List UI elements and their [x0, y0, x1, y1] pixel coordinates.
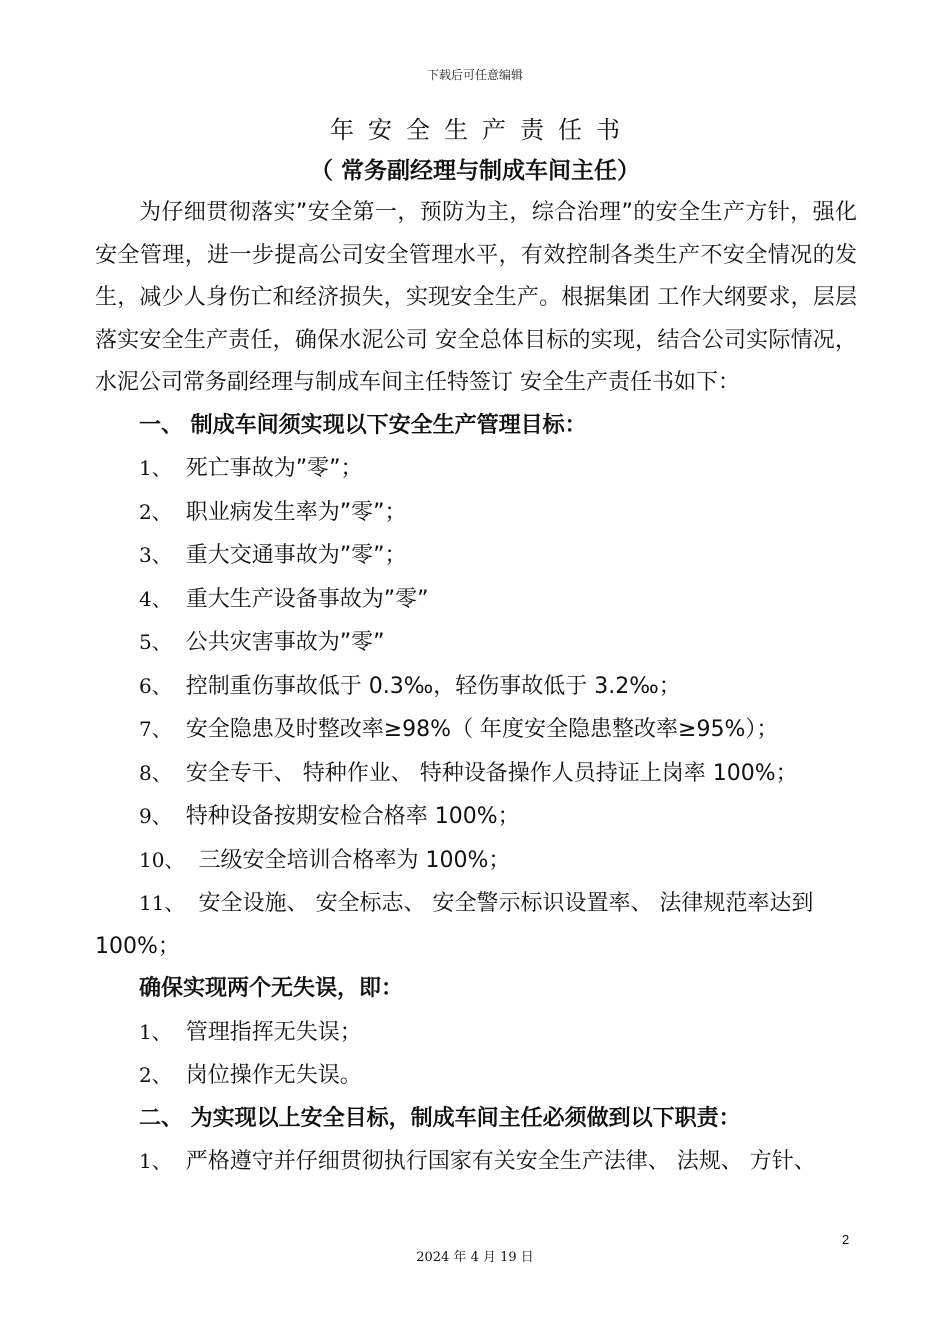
target-number: 7、	[139, 717, 172, 741]
section1-heading: 一、 制成车间须实现以下安全生产管理目标：	[139, 412, 587, 438]
target-number: 10、	[139, 847, 185, 872]
target-text: 安全设施、 安全标志、 安全警示标识设置率、 法律规范率达到 100%；	[95, 891, 814, 959]
target-number: 9、	[139, 804, 172, 828]
target-text: 重大交通事故为”零”；	[185, 543, 407, 568]
target-number: 2、	[139, 499, 172, 524]
duty-text: 严格遵守并仔细贯彻执行国家有关安全生产法律、 法规、 方针、	[185, 1149, 816, 1174]
document-subtitle: （ 常务副经理与制成车间主任）	[309, 158, 640, 184]
target-number: 8、	[139, 760, 172, 785]
target-number: 4、	[139, 586, 172, 611]
footer-date: 2024 年 4 月 19 日	[416, 1250, 534, 1265]
ensure-text: 岗位操作无失误。	[185, 1063, 362, 1088]
intro-paragraph: 为仔细贯彻落实”安全第一，预防为主，综合治理”的安全生产方针，强化安全管理，进一步提高公司安全管理水平，有效控制各类生产不安全情况的发生，减少人身伤亡和经济损失，实现安全生产。根据集团 工作大纲要求，层层落实安全生产责任，确保水泥公司 安全总体目标的实现，结合公司实际情况，水泥公司常务副经理与制成车间主任特签订 安全生产责任书如下：	[95, 200, 857, 395]
duty-number: 1、	[139, 1149, 172, 1173]
target-number: 11、	[139, 891, 185, 915]
target-text: 重大生产设备事故为”零”	[185, 586, 429, 612]
document-body	[95, 192, 857, 1184]
target-text: 安全隐患及时整改率≥98%（ 年度安全隐患整改率≥95%）；	[185, 717, 779, 742]
target-item	[95, 578, 857, 622]
target-item	[95, 491, 857, 535]
target-text: 控制重伤事故低于 0.3‰，轻伤事故低于 3.2‰；	[185, 673, 681, 699]
target-item	[95, 534, 857, 578]
target-item	[95, 752, 857, 796]
target-text: 三级安全培训合格率为 100%；	[198, 847, 511, 873]
ensure-number: 2、	[139, 1063, 172, 1087]
header-note: 下载后可任意编辑	[426, 68, 523, 82]
target-item	[95, 621, 857, 665]
target-text: 职业病发生率为”零”；	[185, 499, 407, 525]
target-number: 3、	[139, 543, 172, 567]
target-text: 安全专干、 特种作业、 特种设备操作人员持证上岗率 100%；	[185, 760, 798, 786]
duty-item	[95, 1140, 857, 1184]
target-number: 5、	[139, 630, 172, 654]
ensure-item	[95, 1054, 857, 1098]
ensure-heading: 确保实现两个无失误，即：	[139, 976, 404, 1001]
target-item	[95, 882, 857, 968]
target-item	[95, 665, 857, 709]
target-text: 公共灾害事故为”零”	[185, 630, 385, 655]
target-number: 6、	[139, 673, 172, 698]
target-text: 特种设备按期安检合格率 100%；	[185, 804, 520, 829]
target-text: 死亡事故为”零”；	[185, 456, 363, 481]
section2-heading: 二、 为实现以上安全目标，制成车间主任必须做到以下职责：	[139, 1105, 741, 1131]
ensure-text: 管理指挥无失误；	[185, 1019, 362, 1045]
ensure-item	[95, 1011, 857, 1055]
target-item	[95, 447, 857, 491]
target-item	[95, 839, 857, 883]
target-item	[95, 708, 857, 752]
page-number: 2	[842, 1232, 850, 1247]
target-item	[95, 795, 857, 839]
document-title: 年安全生产责任书	[330, 116, 634, 144]
target-number: 1、	[139, 456, 172, 480]
ensure-number: 1、	[139, 1019, 172, 1044]
